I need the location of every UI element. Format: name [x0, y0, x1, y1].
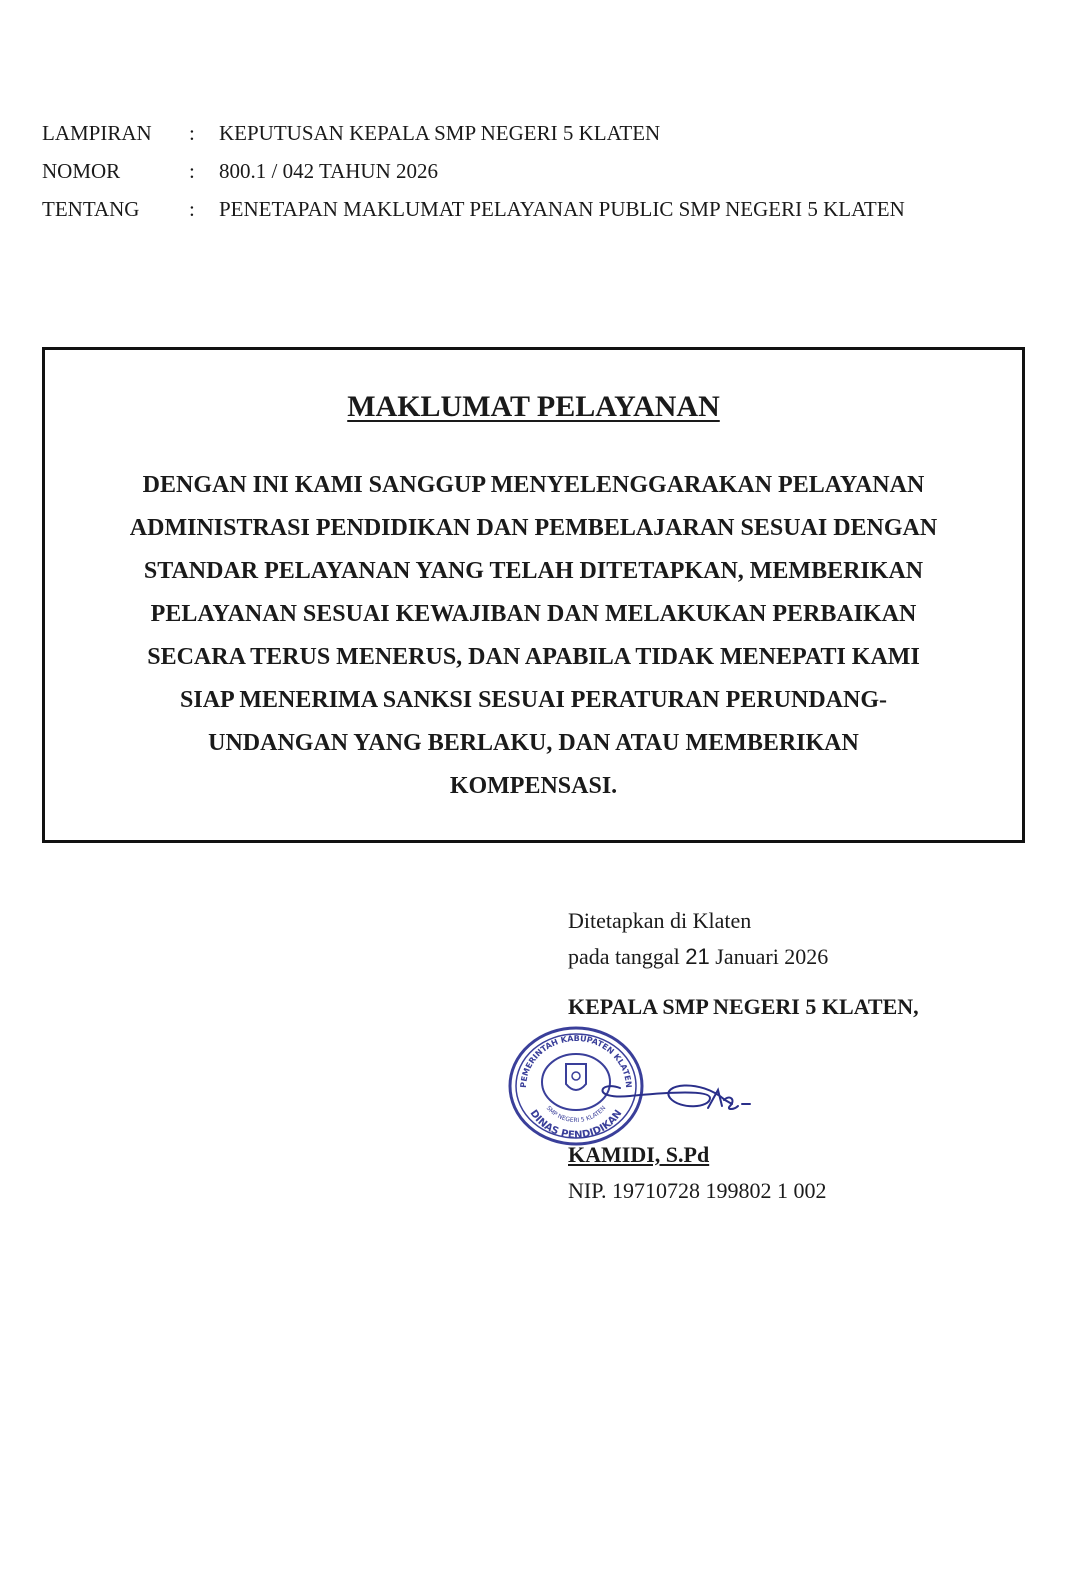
sign-nip: NIP. 19710728 199802 1 002 — [568, 1178, 827, 1203]
header-colon: : — [189, 159, 195, 183]
header-label: NOMOR — [42, 159, 121, 183]
maklumat-line: SECARA TERUS MENERUS, DAN APABILA TIDAK MENEPATI KAMI — [147, 644, 920, 670]
maklumat-line: STANDAR PELAYANAN YANG TELAH DITETAPKAN, MEMBERIKAN — [143, 558, 924, 584]
stamp-text-top: PEMERINTAH KABUPATEN KLATEN — [518, 1033, 634, 1089]
sign-name: KAMIDI, S.Pd — [568, 1142, 710, 1167]
maklumat-line: DENGAN INI KAMI SANGGUP MENYELENGGARAKAN PELAYANAN — [142, 472, 925, 498]
maklumat-line: SIAP MENERIMA SANKSI SESUAI PERATURAN PERUNDANG- — [180, 687, 887, 713]
stamp-text-inner: SMP NEGERI 5 KLATEN — [544, 1104, 608, 1125]
header-label: TENTANG — [42, 197, 140, 221]
document-header — [42, 114, 905, 228]
sign-date-rest: Januari 2026 — [709, 944, 829, 969]
maklumat-line: UNDANGAN YANG BERLAKU, DAN ATAU MEMBERIKAN — [208, 730, 859, 756]
header-value: PENETAPAN MAKLUMAT PELAYANAN PUBLIC SMP NEGERI 5 KLATEN — [219, 197, 905, 221]
sign-date-prefix: pada tanggal — [568, 944, 686, 969]
header-label: LAMPIRAN — [42, 121, 152, 145]
header-colon: : — [189, 121, 195, 145]
maklumat-line: PELAYANAN SESUAI KEWAJIBAN DAN MELAKUKAN PERBAIKAN — [150, 601, 917, 627]
header-colon: : — [189, 197, 195, 221]
maklumat-title: MAKLUMAT PELAYANAN — [347, 390, 720, 423]
header-value: KEPUTUSAN KEPALA SMP NEGERI 5 KLATEN — [219, 121, 661, 145]
handwritten-signature-icon — [560, 1060, 760, 1130]
maklumat-line: ADMINISTRASI PENDIDIKAN DAN PEMBELAJARAN SESUAI DENGAN — [129, 515, 938, 541]
sign-office: KEPALA SMP NEGERI 5 KLATEN, — [568, 994, 919, 1019]
maklumat-body — [81, 464, 986, 808]
stamp-text-bottom: DINAS PENDIDIKAN — [527, 1108, 625, 1142]
header-value: 800.1 / 042 TAHUN 2026 — [219, 159, 439, 183]
header-row-nomor — [42, 152, 905, 190]
sign-date — [568, 944, 828, 970]
header-row-lampiran — [42, 114, 905, 152]
header-row-tentang — [42, 190, 905, 228]
maklumat-line: KOMPENSASI. — [449, 773, 618, 799]
sign-place: Ditetapkan di Klaten — [568, 908, 752, 933]
maklumat-box — [42, 347, 1025, 843]
sign-date-day: 21 — [685, 944, 710, 969]
